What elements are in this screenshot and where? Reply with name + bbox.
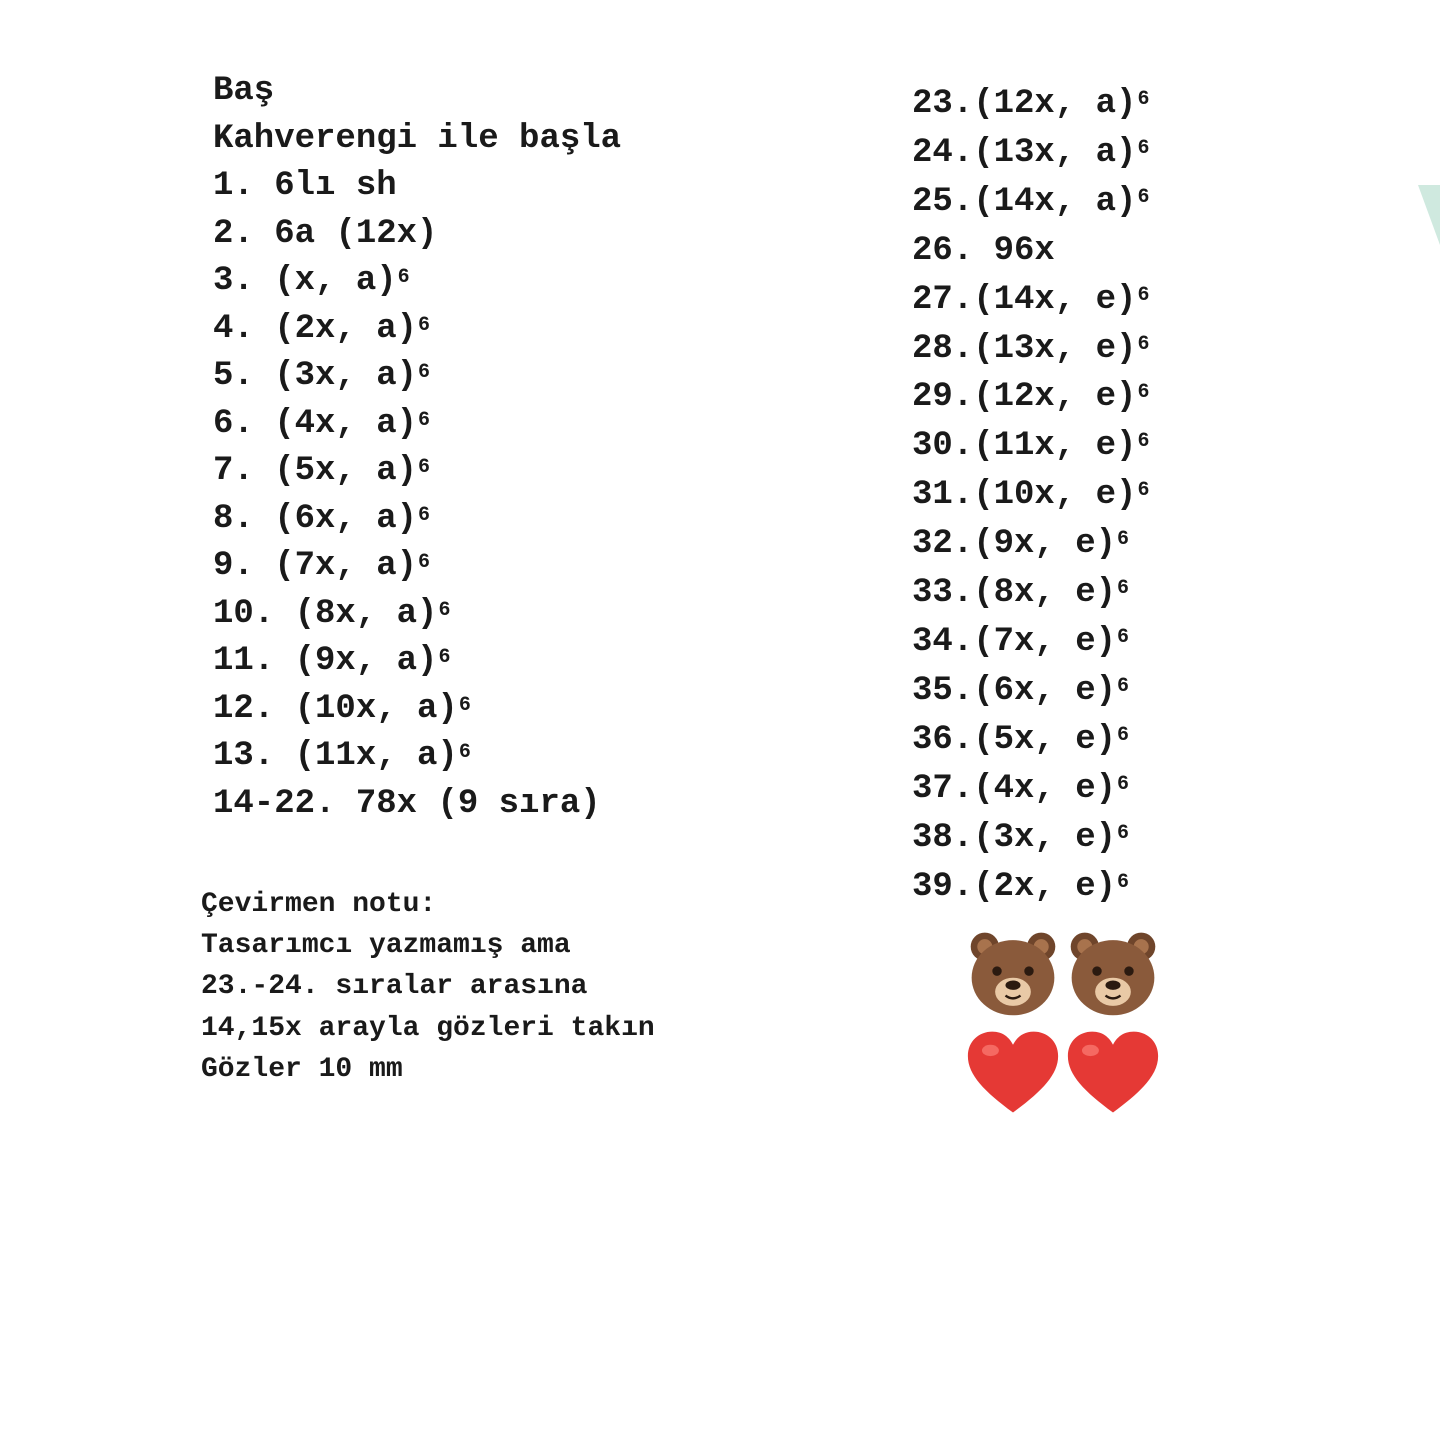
note-line: 23.-24. sıralar arasına [201, 971, 588, 1003]
pattern-row [912, 129, 1332, 178]
pattern-row [213, 306, 833, 354]
pattern-row [213, 591, 833, 639]
section-subtitle: Kahverengi ile başla [213, 119, 622, 158]
pattern-row [213, 496, 833, 544]
row-text: 12. (10x, a) [213, 689, 458, 728]
row-text: 28.(13x, e) [912, 329, 1137, 368]
row-repeat-count: 6 [1117, 870, 1130, 894]
pattern-row [912, 863, 1332, 912]
row-repeat-count: 6 [1117, 772, 1130, 796]
row-text: 6. (4x, a) [213, 404, 418, 443]
pattern-row [213, 448, 833, 496]
corner-decoration [1418, 185, 1440, 255]
row-text: 32.(9x, e) [912, 525, 1117, 564]
pattern-row [912, 80, 1332, 129]
note-line: Gözler 10 mm [201, 1053, 403, 1085]
pattern-row [912, 325, 1332, 374]
right-row-list [912, 80, 1332, 911]
pattern-row [912, 373, 1332, 422]
pattern-row [912, 178, 1332, 227]
row-repeat-count: 6 [1137, 381, 1150, 405]
row-repeat-count: 6 [438, 646, 451, 669]
right-column [912, 80, 1332, 911]
red-heart-icon [966, 1026, 1060, 1120]
row-repeat-count: 6 [1117, 528, 1130, 552]
row-text: 24.(13x, a) [912, 133, 1137, 172]
bear-face-icon [1066, 926, 1160, 1020]
row-text: 29.(12x, e) [912, 378, 1137, 417]
row-repeat-count: 6 [418, 408, 431, 432]
pattern-row [912, 716, 1332, 765]
pattern-row [213, 401, 833, 449]
row-text: 13. (11x, a) [213, 737, 458, 775]
pattern-row [912, 471, 1332, 520]
pattern-row [213, 686, 833, 734]
section-title: Baş [213, 72, 275, 110]
row-text: 36.(5x, e) [912, 720, 1117, 759]
row-text: 23.(12x, a) [912, 85, 1137, 123]
pattern-row [912, 618, 1332, 667]
pattern-row [912, 276, 1332, 325]
pattern-row [213, 211, 833, 259]
bear-row [966, 926, 1166, 1020]
row-repeat-count: 6 [1137, 430, 1150, 454]
row-text: 7. (5x, a) [213, 452, 418, 490]
row-repeat-count: 6 [438, 598, 451, 622]
row-text: 26. 96x [912, 231, 1055, 270]
row-text: 4. (2x, a) [213, 309, 418, 348]
row-text: 5. (3x, a) [213, 357, 418, 395]
row-text: 11. (9x, a) [213, 642, 438, 680]
pattern-row [213, 163, 833, 211]
emoji-decoration [966, 926, 1166, 1126]
translator-note [201, 884, 821, 1090]
row-text: 8. (6x, a) [213, 499, 418, 538]
row-repeat-count: 6 [418, 551, 431, 574]
row-repeat-count: 6 [1137, 479, 1150, 503]
row-text: 3. (x, a) [213, 262, 397, 300]
row-repeat-count: 6 [1137, 185, 1150, 209]
pattern-row [912, 520, 1332, 569]
row-repeat-count: 6 [1137, 283, 1150, 307]
pattern-row [912, 422, 1332, 471]
row-repeat-count: 6 [1117, 821, 1130, 845]
row-repeat-count: 6 [418, 313, 431, 337]
row-repeat-count: 6 [1117, 577, 1130, 601]
row-repeat-count: 6 [1137, 136, 1150, 160]
row-text: 9. (7x, a) [213, 547, 418, 585]
row-text: 2. 6a (12x) [213, 214, 438, 253]
row-text: 25.(14x, a) [912, 182, 1137, 221]
pattern-row [912, 227, 1332, 276]
row-text: 31.(10x, e) [912, 476, 1137, 515]
row-text: 38.(3x, e) [912, 818, 1117, 857]
pattern-row [213, 638, 833, 686]
row-repeat-count: 6 [458, 741, 471, 764]
row-repeat-count: 6 [1117, 674, 1130, 698]
pattern-row [213, 353, 833, 401]
pattern-row [912, 814, 1332, 863]
red-heart-icon [1066, 1026, 1160, 1120]
note-line: 14,15x arayla gözleri takın [201, 1012, 655, 1044]
pattern-row [912, 765, 1332, 814]
row-repeat-count: 6 [458, 693, 471, 717]
bear-face-icon [966, 926, 1060, 1020]
row-repeat-count: 6 [1137, 332, 1150, 356]
row-repeat-count: 6 [397, 266, 410, 289]
pattern-row [912, 569, 1332, 618]
heart-row [966, 1026, 1166, 1120]
row-text: 35.(6x, e) [912, 671, 1117, 710]
row-repeat-count: 6 [1117, 723, 1130, 747]
pattern-row [912, 667, 1332, 716]
left-row-list [213, 163, 833, 828]
row-text: 37.(4x, e) [912, 769, 1117, 808]
row-repeat-count: 6 [418, 361, 431, 384]
pattern-row [213, 258, 833, 306]
row-text: 10. (8x, a) [213, 594, 438, 633]
row-repeat-count: 6 [1137, 88, 1150, 111]
row-text: 34.(7x, e) [912, 622, 1117, 661]
left-column [213, 68, 833, 828]
row-text: 39.(2x, e) [912, 867, 1117, 906]
row-repeat-count: 6 [418, 456, 431, 479]
note-line: Çevirmen notu: [201, 889, 437, 920]
pattern-row [213, 733, 833, 781]
row-text: 14-22. 78x (9 sıra) [213, 784, 601, 823]
row-text: 27.(14x, e) [912, 280, 1137, 319]
row-repeat-count: 6 [418, 503, 431, 527]
row-repeat-count: 6 [1117, 625, 1130, 649]
pattern-row [213, 781, 833, 829]
pattern-row [213, 543, 833, 591]
row-text: 33.(8x, e) [912, 574, 1117, 613]
row-text: 30.(11x, e) [912, 427, 1137, 466]
row-text: 1. 6lı sh [213, 167, 397, 205]
note-line: Tasarımcı yazmamış ama [201, 930, 571, 962]
